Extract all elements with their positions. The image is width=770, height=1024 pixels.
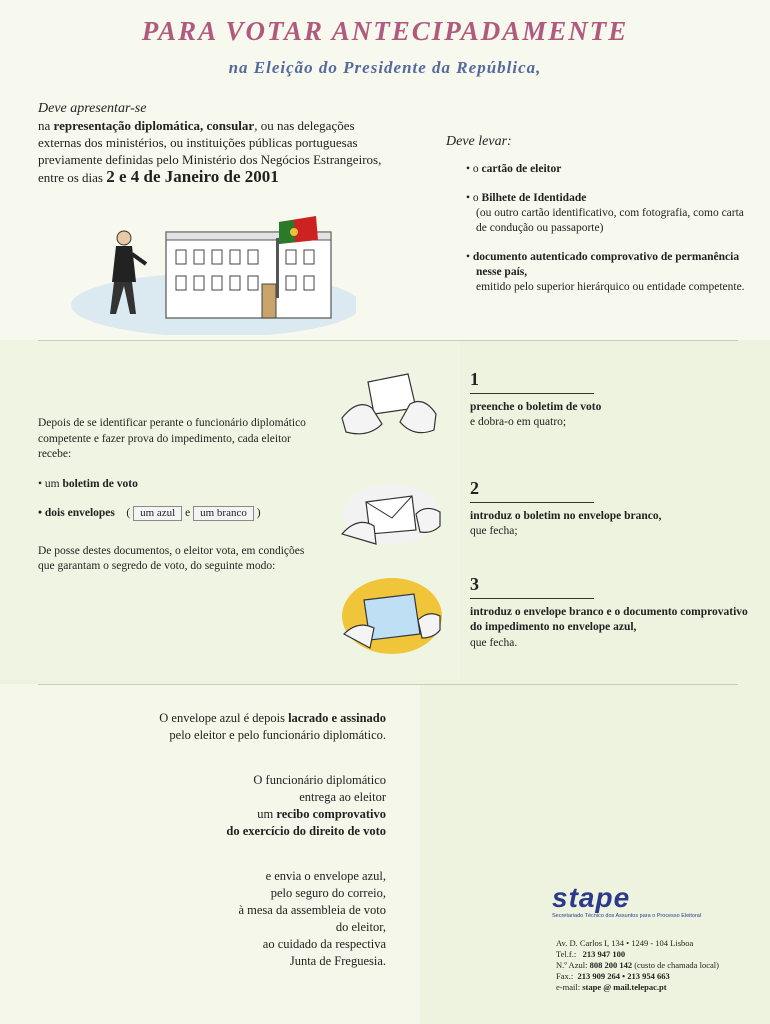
conjunction: e bbox=[185, 507, 191, 519]
procedure-item-ballot bbox=[38, 477, 318, 493]
closing-bold: do exercício do direito de voto bbox=[226, 824, 386, 838]
step-1 bbox=[470, 369, 760, 431]
list-item: • o Bilhete de Identidade (ou outro cartão identificativo, com fotografia, como carta de condução ou passaporte) bbox=[466, 192, 744, 234]
item-bold: • dois envelopes bbox=[38, 507, 115, 519]
closing-mailing bbox=[160, 868, 386, 970]
azul-note: (custo de chamada local) bbox=[634, 960, 719, 970]
procedure-intro: Depois de se identificar perante o funcionário diplomático competente e fazer prova do impedimento, cada eleitor recebe: bbox=[38, 417, 306, 460]
intro-lead: Deve apresentar-se bbox=[38, 101, 147, 116]
step-bold: introduz o envelope branco e o documento comprovativo do impedimento no envelope azul, bbox=[470, 605, 748, 633]
intro-dates: 2 e 4 de Janeiro de 2001 bbox=[106, 167, 279, 186]
list-item: • o cartão de eleitor bbox=[466, 163, 562, 175]
step-rest: que fecha. bbox=[470, 636, 518, 649]
stape-logo bbox=[552, 883, 712, 920]
page-subtitle: na Eleição do Presidente da República, bbox=[228, 58, 542, 77]
paren: ( bbox=[126, 507, 131, 519]
procedure-outro: De posse destes documentos, o eleitor vota, em condições que garantam o segredo de voto, do seguinte modo: bbox=[38, 544, 305, 572]
closing-part: um bbox=[257, 807, 277, 821]
envelope-blue-label: um azul bbox=[133, 506, 182, 521]
requirements-list bbox=[466, 162, 756, 309]
tel-value: 213 947 100 bbox=[582, 949, 626, 959]
azul-label: N.º Azul: bbox=[556, 960, 588, 970]
procedure-text bbox=[38, 416, 318, 575]
step-rest: e dobra-o em quatro; bbox=[470, 416, 567, 428]
closing-sealed bbox=[60, 710, 386, 744]
step-rest: que fecha; bbox=[470, 525, 518, 537]
closing-part: entrega ao eleitor bbox=[299, 790, 386, 804]
item-prefix: • um bbox=[38, 477, 63, 490]
step-bold: introduz o boletim no envelope branco, bbox=[470, 509, 662, 522]
intro-part: na bbox=[38, 118, 54, 133]
list-item: • documento autenticado comprovativo de permanência nesse país, emitido pelo superior hierárquico ou entidade competente. bbox=[466, 251, 745, 293]
closing-part: O envelope azul é depois bbox=[159, 711, 289, 725]
intro-text bbox=[38, 100, 388, 186]
step-2 bbox=[470, 478, 760, 540]
step-bold: preenche o boletim de voto bbox=[470, 400, 602, 413]
closing-line: ao cuidado da respectiva bbox=[262, 937, 386, 951]
item-prefix: o bbox=[472, 192, 482, 204]
email-label: e-mail: bbox=[556, 982, 581, 992]
page-title: PARA VOTAR ANTECIPADAMENTE bbox=[141, 16, 629, 46]
step-number: 3 bbox=[470, 574, 479, 594]
hands-envelope-illustration bbox=[336, 474, 446, 550]
closing-line: e envia o envelope azul, bbox=[265, 869, 386, 883]
fax-value: 213 909 264 • 213 954 663 bbox=[577, 971, 670, 981]
paren: ) bbox=[256, 507, 261, 519]
azul-value: 808 200 142 bbox=[589, 960, 633, 970]
contact-info bbox=[556, 938, 719, 993]
procedure-item-envelopes bbox=[38, 506, 318, 522]
closing-line: pelo seguro do correio, bbox=[270, 886, 386, 900]
step-number: 1 bbox=[470, 369, 479, 389]
intro-part: , ou nas delegações externas dos ministérios, ou instituições públicas portuguesas previamente definidas pelo Ministério dos Negócios Estrangeiros, entre os dias bbox=[38, 118, 382, 185]
closing-receipt bbox=[160, 772, 386, 840]
step-3 bbox=[470, 574, 750, 651]
closing-bold: lacrado e assinado bbox=[288, 711, 386, 725]
item-prefix: o bbox=[472, 163, 482, 175]
divider bbox=[38, 684, 738, 685]
intro-bold: representação diplomática, consular bbox=[53, 118, 255, 133]
envelope-white-label: um branco bbox=[193, 506, 254, 521]
item-detail: emitido pelo superior hierárquico ou entidade competente. bbox=[476, 281, 745, 293]
email-value: stape @ mail.telepac.pt bbox=[582, 982, 667, 992]
step-underline bbox=[470, 598, 594, 599]
closing-line: Junta de Freguesia. bbox=[289, 954, 386, 968]
hands-folding-illustration bbox=[338, 368, 442, 444]
item-bold: cartão de eleitor bbox=[481, 163, 562, 175]
item-bold: Bilhete de Identidade bbox=[481, 192, 587, 204]
fax-label: Fax.: bbox=[556, 971, 574, 981]
step-underline bbox=[470, 502, 594, 503]
logo-org: Secretariado Técnico dos Assuntos para o Processo Eleitoral bbox=[552, 913, 702, 919]
closing-line: à mesa da assembleia de voto bbox=[238, 903, 386, 917]
embassy-illustration bbox=[66, 210, 356, 335]
step-underline bbox=[470, 393, 594, 394]
hands-blue-envelope-illustration bbox=[340, 576, 444, 656]
closing-line: do eleitor, bbox=[335, 920, 386, 934]
logo-wordmark: stape bbox=[552, 882, 631, 913]
tel-label: Tel.f.: bbox=[556, 949, 577, 959]
closing-part: pelo eleitor e pelo funcionário diplomático. bbox=[169, 728, 386, 742]
address: Av. D. Carlos I, 134 • 1249 - 104 Lisboa bbox=[556, 938, 694, 948]
item-detail: (ou outro cartão identificativo, com fotografia, como carta de condução ou passaporte) bbox=[476, 207, 744, 234]
closing-part: O funcionário diplomático bbox=[253, 773, 386, 787]
item-bold: boletim de voto bbox=[62, 477, 138, 490]
item-bold: documento autenticado comprovativo de permanência nesse país, bbox=[472, 251, 740, 278]
divider bbox=[38, 340, 738, 341]
step-number: 2 bbox=[470, 478, 479, 498]
closing-bold: recibo comprovativo bbox=[276, 807, 386, 821]
requirements-heading: Deve levar: bbox=[446, 134, 512, 149]
